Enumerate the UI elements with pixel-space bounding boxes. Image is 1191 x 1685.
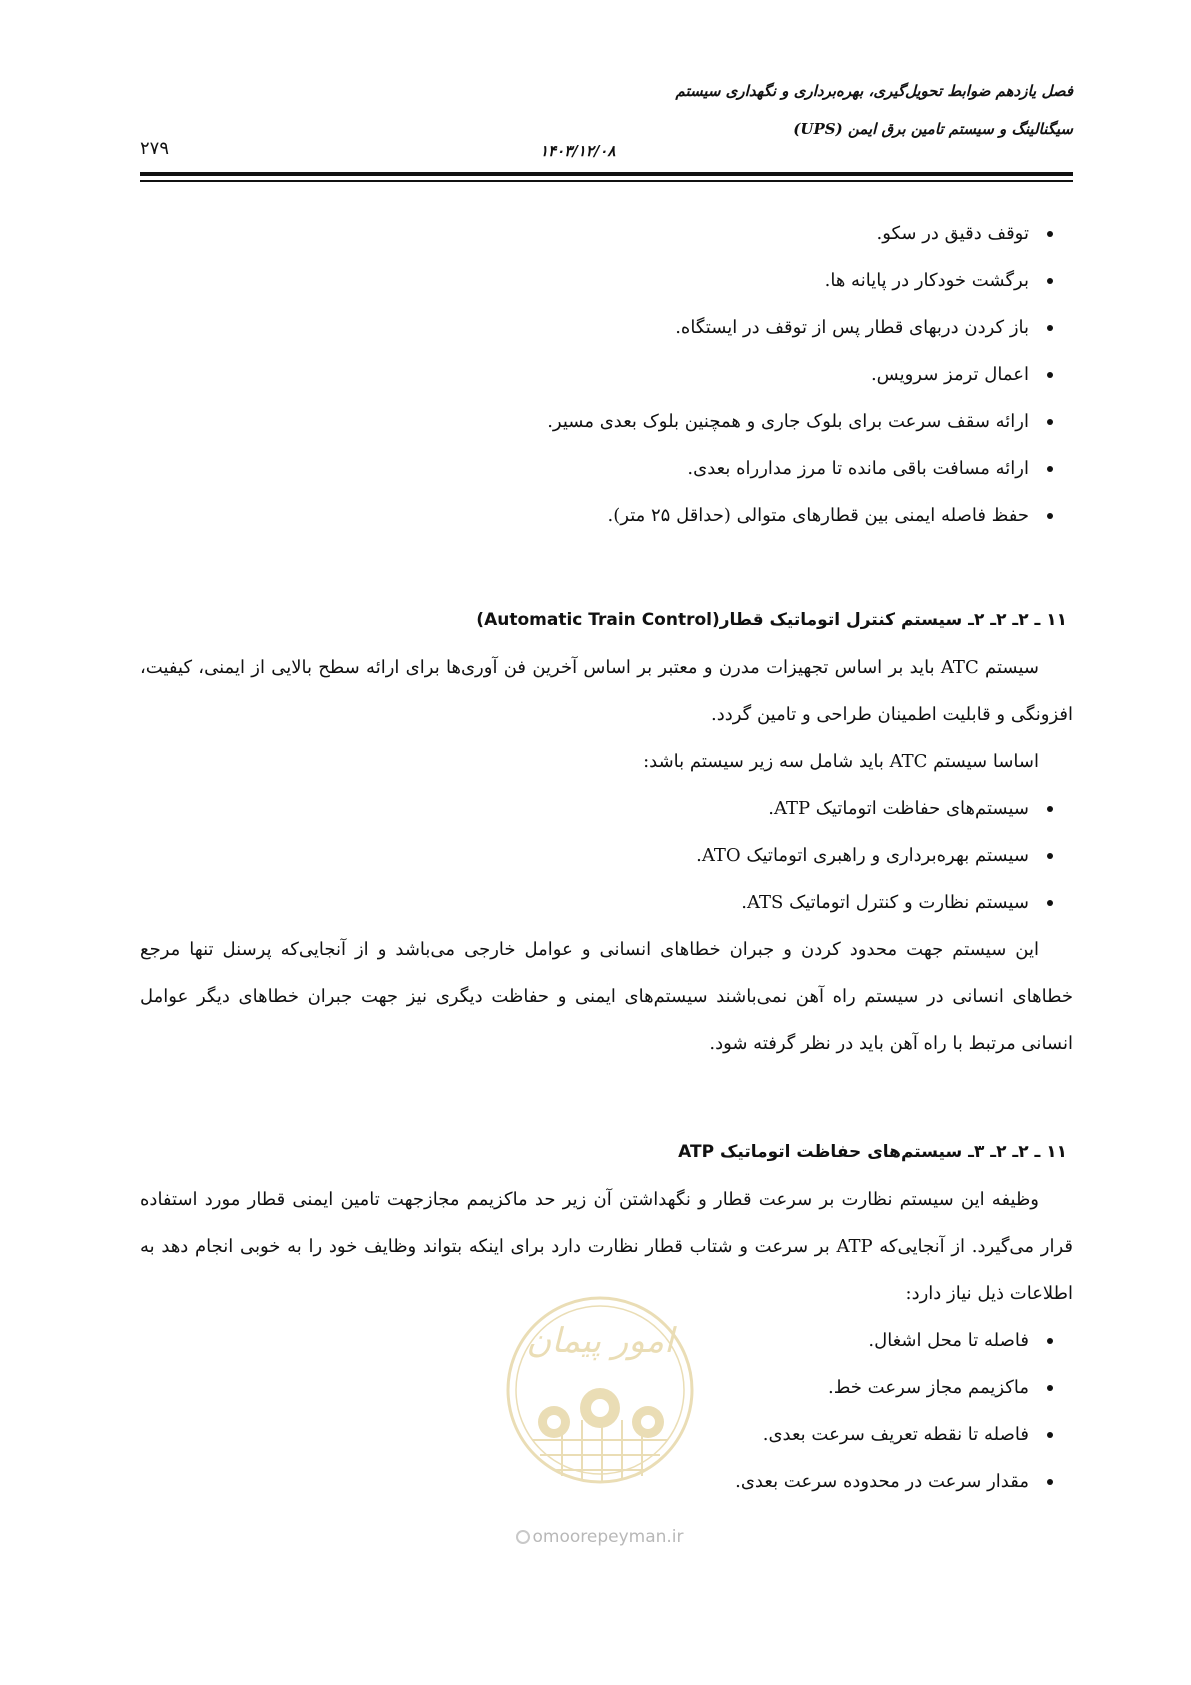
header-rule-thin [140,180,1073,182]
list-item: باز کردن دربهای قطار پس از توقف در ایستگاه. [140,304,1029,351]
watermark-url [500,1527,700,1547]
section-heading-atp [140,1129,1073,1176]
list-item: مقدار سرعت در محدوده سرعت بعدی. [140,1458,1029,1505]
paragraph: اساسا سیستم ATC باید شامل سه زیر سیستم باشد: [643,751,1039,772]
spacer [140,1067,1073,1129]
page-number: ۲۷۹ [140,138,170,159]
header-rule-thick [140,172,1073,176]
list-item: برگشت خودکار در پایانه ها. [140,257,1029,304]
list-item: ماکزیمم مجاز سرعت خط. [140,1364,1029,1411]
watermark-logo-text: امور پیمان [526,1321,674,1361]
section-title: سیستم‌های حفاظت اتوماتیک ATP [678,1142,963,1162]
list-item: اعمال ترمز سرویس. [140,351,1029,398]
section-heading-atc [140,597,1073,644]
paragraph: سیستم ATC باید بر اساس تجهیزات مدرن و معتبر بر اساس آخرین فن آوری‌ها برای ارائه سطح بالایی از ایمنی، کیفیت، افزونگی و قابلیت اطمینان طراحی و تامین گردد. [140,657,1073,725]
section-number: ۱۱ ـ ۲ـ ۲ـ ۳ـ [968,1142,1067,1162]
section-title-en: (Automatic Train Control) [476,610,720,630]
atc-subsystems-list [140,785,1073,926]
paragraph: این سیستم جهت محدود کردن و جبران خطاهای انسانی و عوامل خارجی می‌باشد و از آنجایی‌که پرسنل تنها مرجع خطاهای انسانی در سیستم راه آهن نمی‌باشند سیستم‌های ایمنی و حفاظت دیگری نیز جهت جبران خطاهای دیگر عوامل انسانی مرتبط با راه آهن باید در نظر گرفته شود. [140,939,1073,1054]
paragraph: وظیفه این سیستم نظارت بر سرعت قطار و نگهداشتن آن زیر حد ماکزیمم مجازجهت تامین ایمنی قطار مورد استفاده قرار می‌گیرد. از آنجایی‌که ATP بر سرعت و شتاب قطار نظارت دارد برای اینکه بتواند وظایف خود را به خوبی انجام دهد به اطلاعات ذیل نیاز دارد: [140,1189,1073,1304]
list-item: فاصله تا نقطه تعریف سرعت بعدی. [140,1411,1029,1458]
list-item: سیستم نظارت و کنترل اتوماتیک ATS. [140,879,1029,926]
list-item: سیستم بهره‌برداری و راهبری اتوماتیک ATO. [140,832,1029,879]
section-title: سیستم کنترل اتوماتیک قطار [719,610,963,630]
list-item: ارائه سقف سرعت برای بلوک جاری و همچنین بلوک بعدی مسیر. [140,398,1029,445]
at-icon [516,1530,530,1544]
chapter-subtitle: سیگنالینگ و سیستم تامین برق ایمن (UPS) [793,120,1073,138]
page-header [140,72,1073,187]
list-item: حفظ فاصله ایمنی بین قطارهای متوالی (حداقل ۲۵ متر). [140,492,1029,539]
header-date: ۱۴۰۳/۱۲/۰۸ [540,142,616,160]
list-item: ارائه مسافت باقی مانده تا مرز مدارراه بعدی. [140,445,1029,492]
chapter-title: فصل یازدهم ضوابط تحویل‌گیری، بهره‌برداری و نگهداری سیستم [675,82,1073,100]
list-item: توقف دقیق در سکو. [140,210,1029,257]
watermark-url-text: omoorepeyman.ir [532,1527,684,1547]
section-number: ۱۱ ـ ۲ـ ۲ـ ۲ـ [968,610,1067,630]
list-item: فاصله تا محل اشغال. [140,1317,1029,1364]
spacer [140,539,1073,597]
atc-functions-list [140,210,1073,539]
list-item: سیستم‌های حفاظت اتوماتیک ATP. [140,785,1029,832]
watermark-logo [492,1290,708,1490]
